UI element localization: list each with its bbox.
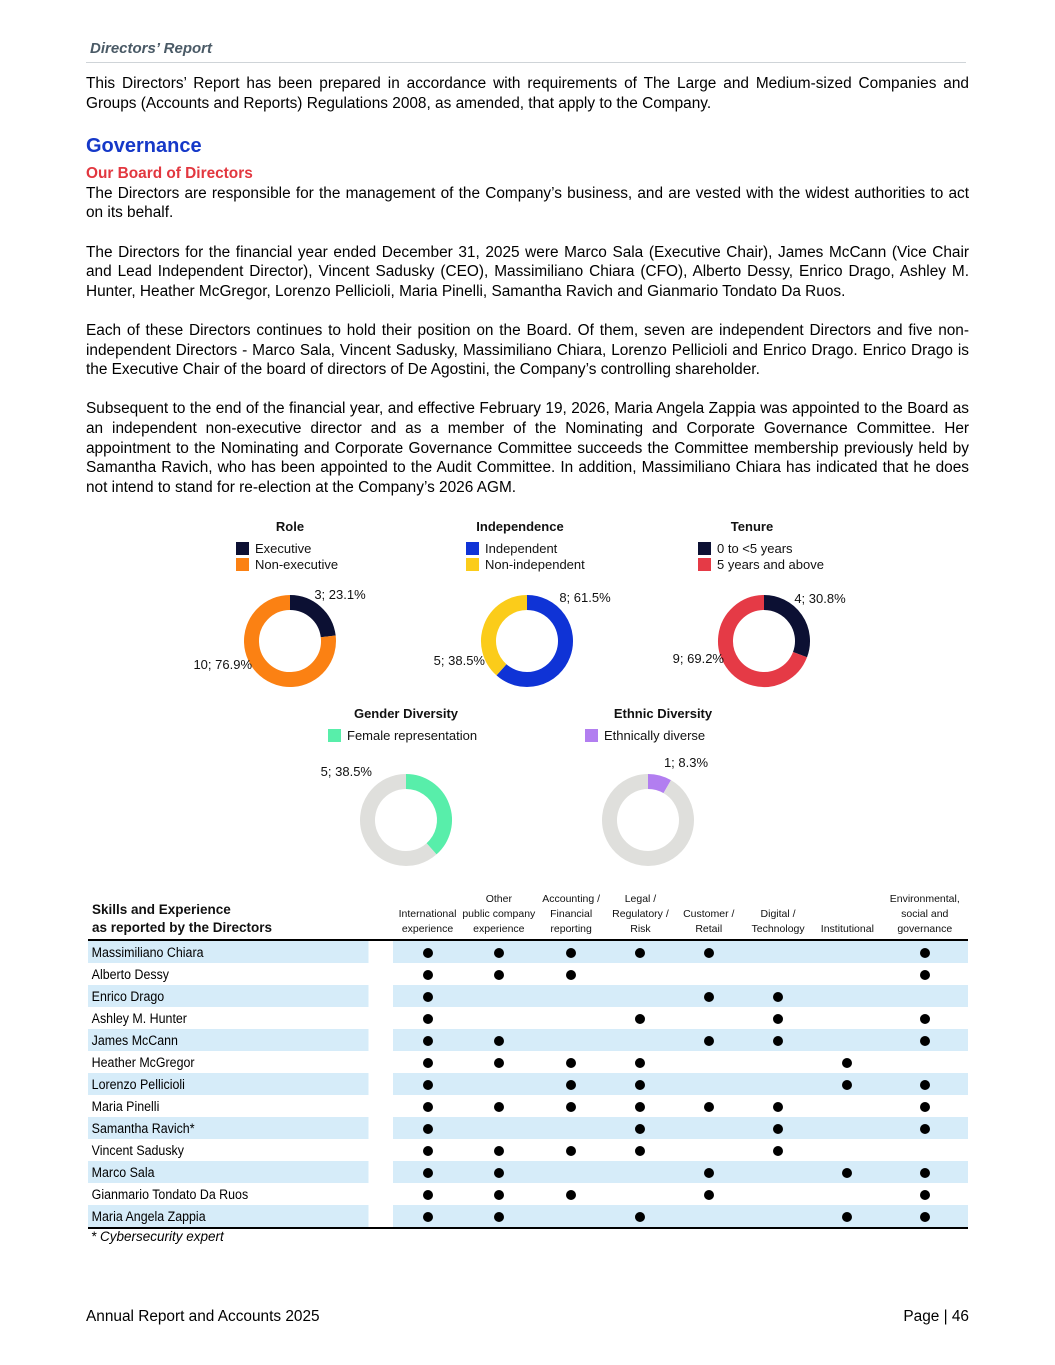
chart-title: Independence — [476, 519, 564, 534]
data-label: 1; 8.3% — [663, 755, 709, 770]
skill-mark — [494, 1102, 504, 1112]
skill-mark — [423, 1168, 433, 1178]
skill-cell — [675, 1073, 743, 1095]
donut-segment — [489, 603, 528, 670]
skill-cell — [743, 985, 813, 1007]
table-row — [88, 1139, 968, 1161]
skill-cell — [606, 1007, 674, 1029]
skill-cell — [462, 1007, 536, 1029]
donut-segment — [764, 603, 803, 655]
body-text — [86, 74, 969, 497]
skill-cell — [606, 1161, 674, 1183]
skill-mark — [773, 1146, 783, 1156]
skill-cell — [882, 985, 968, 1007]
director-name: Gianmario Tondato Da Ruos — [91, 1186, 249, 1202]
skill-mark — [423, 1212, 433, 1222]
skill-mark — [920, 1102, 930, 1112]
column-header-line: Customer / — [683, 908, 735, 920]
skill-cell — [675, 1095, 743, 1117]
column-header-line: Financial — [550, 908, 593, 920]
skill-cell — [882, 1205, 968, 1228]
skill-cell — [606, 1095, 674, 1117]
skill-cell — [393, 1073, 461, 1095]
skill-mark — [704, 1036, 714, 1046]
paragraph-4: Subsequent to the end of the financial year, and effective February 19, 2026, Maria Angela Zappia was appointed to the Board as an independent non-executive director and as a member of the Nominating and Corporate Governance Committee. Her appointment to the Nominating and Corporate Governance Committee succeeds the Committee membership previously held by Samantha Ravich, who has been appointed to the Audit Committee. In addition, Massimiliano Chiara has indicated that he does not intend to stand for re-election at the Company’s 2026 AGM. — [86, 400, 969, 496]
skill-cell — [393, 1205, 461, 1228]
skill-mark — [773, 1014, 783, 1024]
skill-cell — [536, 1029, 606, 1051]
skill-mark — [635, 1058, 645, 1068]
director-name: Maria Angela Zappia — [88, 1205, 369, 1228]
legend-label: Ethnically diverse — [604, 728, 706, 743]
skill-cell — [462, 1095, 536, 1117]
running-header — [86, 40, 966, 63]
skill-cell — [393, 1139, 461, 1161]
skill-mark — [920, 1168, 930, 1178]
page-number: Page | 46 — [903, 1308, 969, 1325]
skill-mark — [635, 948, 645, 958]
skill-mark — [566, 1146, 576, 1156]
skill-cell — [462, 1029, 536, 1051]
skill-mark — [842, 1212, 852, 1222]
skill-cell — [393, 940, 461, 963]
skill-cell — [536, 1117, 606, 1139]
legend-swatch — [466, 542, 479, 555]
skill-mark — [704, 1102, 714, 1112]
skill-cell — [536, 940, 606, 963]
skill-mark — [566, 1080, 576, 1090]
skill-cell — [743, 1117, 813, 1139]
legend-swatch — [328, 729, 341, 742]
column-header-line: Institutional — [820, 923, 874, 935]
skill-mark — [704, 1168, 714, 1178]
director-name: Enrico Drago — [88, 985, 369, 1007]
director-name: Lorenzo Pellicioli — [88, 1073, 369, 1095]
skill-cell — [675, 1161, 743, 1183]
skill-mark — [842, 1058, 852, 1068]
skill-cell — [675, 1205, 743, 1228]
skill-cell — [813, 1205, 881, 1228]
skill-mark — [773, 992, 783, 1002]
legend-swatch — [698, 542, 711, 555]
director-name: Ashley M. Hunter — [91, 1010, 187, 1026]
skill-cell — [743, 1095, 813, 1117]
data-label: 8; 61.5% — [559, 590, 611, 605]
skill-cell — [813, 1007, 881, 1029]
skill-cell — [536, 963, 606, 985]
skill-cell — [743, 1029, 813, 1051]
paragraph-1: The Directors are responsible for the management of the Company’s business, and are vested with the widest authorities to act on its behalf. — [86, 184, 969, 222]
skill-cell — [882, 1117, 968, 1139]
skill-cell — [536, 1139, 606, 1161]
skill-cell — [536, 1073, 606, 1095]
skill-cell — [393, 1029, 461, 1051]
legend-label: Executive — [255, 541, 312, 556]
board-subheading: Our Board of Directors — [86, 165, 253, 183]
column-header-line: Regulatory / — [612, 908, 669, 920]
skill-mark — [494, 1058, 504, 1068]
skill-cell — [606, 1183, 674, 1205]
skill-mark — [423, 1080, 433, 1090]
skill-mark — [494, 1212, 504, 1222]
skill-mark — [842, 1168, 852, 1178]
skill-mark — [920, 1080, 930, 1090]
skill-mark — [920, 1036, 930, 1046]
skill-mark — [920, 970, 930, 980]
skill-mark — [423, 1124, 433, 1134]
skills-column-header — [393, 892, 461, 940]
skill-cell — [462, 1205, 536, 1228]
skill-cell — [462, 1139, 536, 1161]
director-name: Maria Pinelli — [91, 1098, 160, 1114]
skill-cell — [813, 1139, 881, 1161]
column-header-line: Accounting / — [542, 893, 601, 905]
skill-mark — [494, 1168, 504, 1178]
skill-mark — [704, 1190, 714, 1200]
skill-cell — [606, 1205, 674, 1228]
legend-label: Non-executive — [255, 557, 339, 572]
skill-mark — [566, 948, 576, 958]
skill-cell — [813, 1029, 881, 1051]
skills-column-header — [675, 892, 743, 940]
footer-report-title: Annual Report and Accounts 2025 — [86, 1308, 320, 1325]
table-row — [88, 1029, 968, 1051]
paragraph-2: The Directors for the financial year ended December 31, 2025 were Marco Sala (Executive Chair), James McCann (Vice Chair and Lead Independent Director), Vincent Sadusky (CEO), Massimiliano Chiara (CFO), Alberto Dessy, Enrico Drago, Ashley M. Hunter, Heather McGregor, Lorenzo Pellicioli, Maria Pinelli, Samantha Ravich and Gianmario Tondato Da Ruos. — [86, 243, 969, 300]
skills-column-header — [606, 892, 674, 940]
legend-swatch — [466, 558, 479, 571]
skill-cell — [462, 1073, 536, 1095]
skill-cell — [462, 940, 536, 963]
skill-cell — [536, 1051, 606, 1073]
skill-mark — [920, 1124, 930, 1134]
footnote: * Cybersecurity expert — [91, 1229, 224, 1244]
skill-cell — [606, 1051, 674, 1073]
column-header-line: experience — [401, 923, 454, 935]
skills-column-header — [462, 892, 536, 940]
skill-mark — [423, 948, 433, 958]
skill-cell — [743, 1073, 813, 1095]
skill-mark — [920, 1212, 930, 1222]
skill-mark — [494, 970, 504, 980]
skill-cell — [606, 940, 674, 963]
column-header-line: International — [398, 908, 457, 920]
skill-cell — [675, 1007, 743, 1029]
director-name: Marco Sala — [88, 1161, 369, 1183]
chart-title: Gender Diversity — [353, 706, 459, 721]
column-header-line: governance — [897, 923, 953, 935]
director-name: Vincent Sadusky — [91, 1142, 184, 1158]
skill-cell — [882, 1095, 968, 1117]
skill-mark — [423, 1058, 433, 1068]
skill-cell — [462, 1161, 536, 1183]
skill-mark — [635, 1124, 645, 1134]
skill-mark — [566, 970, 576, 980]
director-name: Heather McGregor — [91, 1054, 195, 1070]
skill-mark — [566, 1058, 576, 1068]
donut-segment — [406, 782, 444, 849]
data-label: 10; 76.9% — [193, 657, 252, 672]
table-row — [88, 1051, 968, 1073]
skill-cell — [536, 1007, 606, 1029]
skill-mark — [920, 1190, 930, 1200]
skill-mark — [423, 1102, 433, 1112]
skill-mark — [494, 1036, 504, 1046]
skill-cell — [813, 1117, 881, 1139]
skill-cell — [393, 1051, 461, 1073]
skill-mark — [423, 970, 433, 980]
skill-mark — [494, 948, 504, 958]
legend-label: 5 years and above — [717, 557, 824, 572]
director-name: Alberto Dessy — [91, 966, 170, 982]
skill-mark — [423, 1014, 433, 1024]
skill-mark — [423, 1036, 433, 1046]
skill-cell — [743, 940, 813, 963]
skill-cell — [675, 1183, 743, 1205]
skill-mark — [635, 1080, 645, 1090]
skills-column-header — [882, 892, 968, 940]
skill-mark — [494, 1146, 504, 1156]
data-label: 4; 30.8% — [794, 591, 846, 606]
legend-label: Non-independent — [485, 557, 585, 572]
skill-mark — [920, 948, 930, 958]
skill-cell — [606, 1029, 674, 1051]
legend-label: Female representation — [347, 728, 478, 743]
skill-mark — [773, 1124, 783, 1134]
director-name: Massimiliano Chiara — [88, 940, 369, 963]
skill-cell — [882, 963, 968, 985]
skills-table — [88, 892, 968, 1229]
data-label: 5; 38.5% — [433, 653, 485, 668]
skill-cell — [743, 1161, 813, 1183]
skill-mark — [566, 1190, 576, 1200]
column-header-line: Environmental, — [889, 893, 960, 905]
column-header-line: Risk — [630, 923, 651, 935]
skill-cell — [743, 1183, 813, 1205]
table-row — [88, 940, 968, 963]
donut-segment — [610, 782, 687, 859]
skill-mark — [635, 1212, 645, 1222]
skill-cell — [882, 1051, 968, 1073]
column-header-line: reporting — [550, 923, 592, 935]
skill-cell — [675, 1029, 743, 1051]
skill-cell — [462, 1183, 536, 1205]
table-row — [88, 1007, 968, 1029]
skill-cell — [882, 1029, 968, 1051]
intro-paragraph: This Directors’ Report has been prepared in accordance with requirements of The Large and Medium-sized Companies and Groups (Accounts and Reports) Regulations 2008, as amended, that apply to the Company. — [86, 75, 969, 112]
legend-swatch — [698, 558, 711, 571]
skill-cell — [462, 963, 536, 985]
skill-mark — [423, 992, 433, 1002]
skills-title-line2: as reported by the Directors — [92, 920, 273, 935]
skill-cell — [813, 1095, 881, 1117]
skill-cell — [393, 985, 461, 1007]
skills-column-header — [743, 892, 813, 940]
skill-cell — [393, 1161, 461, 1183]
data-label: 3; 23.1% — [314, 587, 366, 602]
skill-cell — [536, 1205, 606, 1228]
table-row — [88, 1095, 968, 1117]
skill-mark — [920, 1014, 930, 1024]
skill-cell — [393, 1007, 461, 1029]
skill-mark — [423, 1146, 433, 1156]
skill-cell — [675, 940, 743, 963]
skills-column-header — [813, 892, 881, 940]
section-title: Directors’ Report — [90, 40, 212, 57]
skill-cell — [813, 1051, 881, 1073]
skill-cell — [813, 1183, 881, 1205]
skill-mark — [635, 1102, 645, 1112]
donut-segment — [290, 603, 328, 637]
skill-mark — [494, 1190, 504, 1200]
skill-cell — [813, 1161, 881, 1183]
column-header-line: public company — [462, 908, 536, 920]
column-header-line: Digital / — [760, 908, 796, 920]
skill-mark — [423, 1190, 433, 1200]
column-header-line: Other — [485, 893, 512, 905]
table-row — [88, 963, 968, 985]
skill-cell — [536, 1095, 606, 1117]
skill-cell — [882, 1161, 968, 1183]
skill-cell — [813, 963, 881, 985]
skill-mark — [704, 948, 714, 958]
legend-swatch — [236, 542, 249, 555]
skill-cell — [675, 1051, 743, 1073]
data-label: 5; 38.5% — [320, 764, 372, 779]
column-header-line: social and — [901, 908, 949, 920]
skill-mark — [704, 992, 714, 1002]
skill-cell — [743, 1139, 813, 1161]
column-header-line: Legal / — [624, 893, 657, 905]
skill-cell — [462, 1051, 536, 1073]
skill-cell — [743, 1007, 813, 1029]
skill-cell — [882, 940, 968, 963]
skill-cell — [393, 1117, 461, 1139]
skill-cell — [813, 985, 881, 1007]
column-header-line: experience — [473, 923, 525, 935]
skill-cell — [813, 1073, 881, 1095]
skill-cell — [882, 1183, 968, 1205]
skill-cell — [606, 1117, 674, 1139]
skill-cell — [393, 963, 461, 985]
skill-cell — [882, 1007, 968, 1029]
skills-column-header — [536, 892, 606, 940]
skill-cell — [675, 963, 743, 985]
skill-cell — [743, 963, 813, 985]
skill-cell — [882, 1139, 968, 1161]
chart-title: Tenure — [730, 519, 774, 534]
paragraph-3: Each of these Directors continues to hold their position on the Board. Of them, seven are independent Directors and five non-independent Directors - Marco Sala, Vincent Sadusky, Massimiliano Chiara, Lorenzo Pellicioli and Enrico Drago. Enrico Drago is the Executive Chair of the board of directors of De Agostini, the Company’s controlling shareholder. — [86, 321, 969, 379]
chart-title: Ethnic Diversity — [613, 706, 713, 721]
skill-cell — [606, 963, 674, 985]
director-name: James McCann — [88, 1029, 369, 1051]
table-row — [88, 1073, 968, 1095]
skill-cell — [675, 1117, 743, 1139]
skill-mark — [635, 1014, 645, 1024]
legend-label: 0 to <5 years — [717, 541, 793, 556]
column-header-line: Retail — [695, 923, 723, 935]
table-row — [88, 1161, 968, 1183]
legend-swatch — [236, 558, 249, 571]
skill-cell — [606, 985, 674, 1007]
skill-cell — [743, 1205, 813, 1228]
column-header-line: Technology — [751, 923, 805, 935]
donut-segment — [648, 782, 667, 787]
skill-cell — [606, 1139, 674, 1161]
skill-cell — [393, 1095, 461, 1117]
skill-cell — [536, 985, 606, 1007]
skill-cell — [882, 1073, 968, 1095]
skill-mark — [773, 1036, 783, 1046]
skill-mark — [842, 1080, 852, 1090]
chart-title: Role — [275, 519, 305, 534]
legend-swatch — [585, 729, 598, 742]
governance-heading: Governance — [86, 135, 202, 158]
table-row — [88, 1205, 968, 1228]
skill-cell — [675, 985, 743, 1007]
director-name: Samantha Ravich* — [88, 1117, 369, 1139]
skill-mark — [566, 1102, 576, 1112]
skill-cell — [393, 1183, 461, 1205]
skill-cell — [462, 1117, 536, 1139]
skill-cell — [606, 1073, 674, 1095]
skill-mark — [773, 1102, 783, 1112]
skill-cell — [675, 1139, 743, 1161]
table-row — [88, 985, 968, 1007]
board-composition-charts — [0, 505, 1055, 885]
skill-cell — [536, 1183, 606, 1205]
legend-label: Independent — [485, 541, 558, 556]
skills-title-line1: Skills and Experience — [92, 902, 231, 917]
skills-table-title — [88, 892, 393, 940]
table-row — [88, 1183, 968, 1205]
table-row — [88, 1117, 968, 1139]
data-label: 9; 69.2% — [672, 651, 724, 666]
skill-cell — [462, 985, 536, 1007]
skill-cell — [536, 1161, 606, 1183]
skill-cell — [813, 940, 881, 963]
skill-cell — [743, 1051, 813, 1073]
skill-mark — [635, 1146, 645, 1156]
